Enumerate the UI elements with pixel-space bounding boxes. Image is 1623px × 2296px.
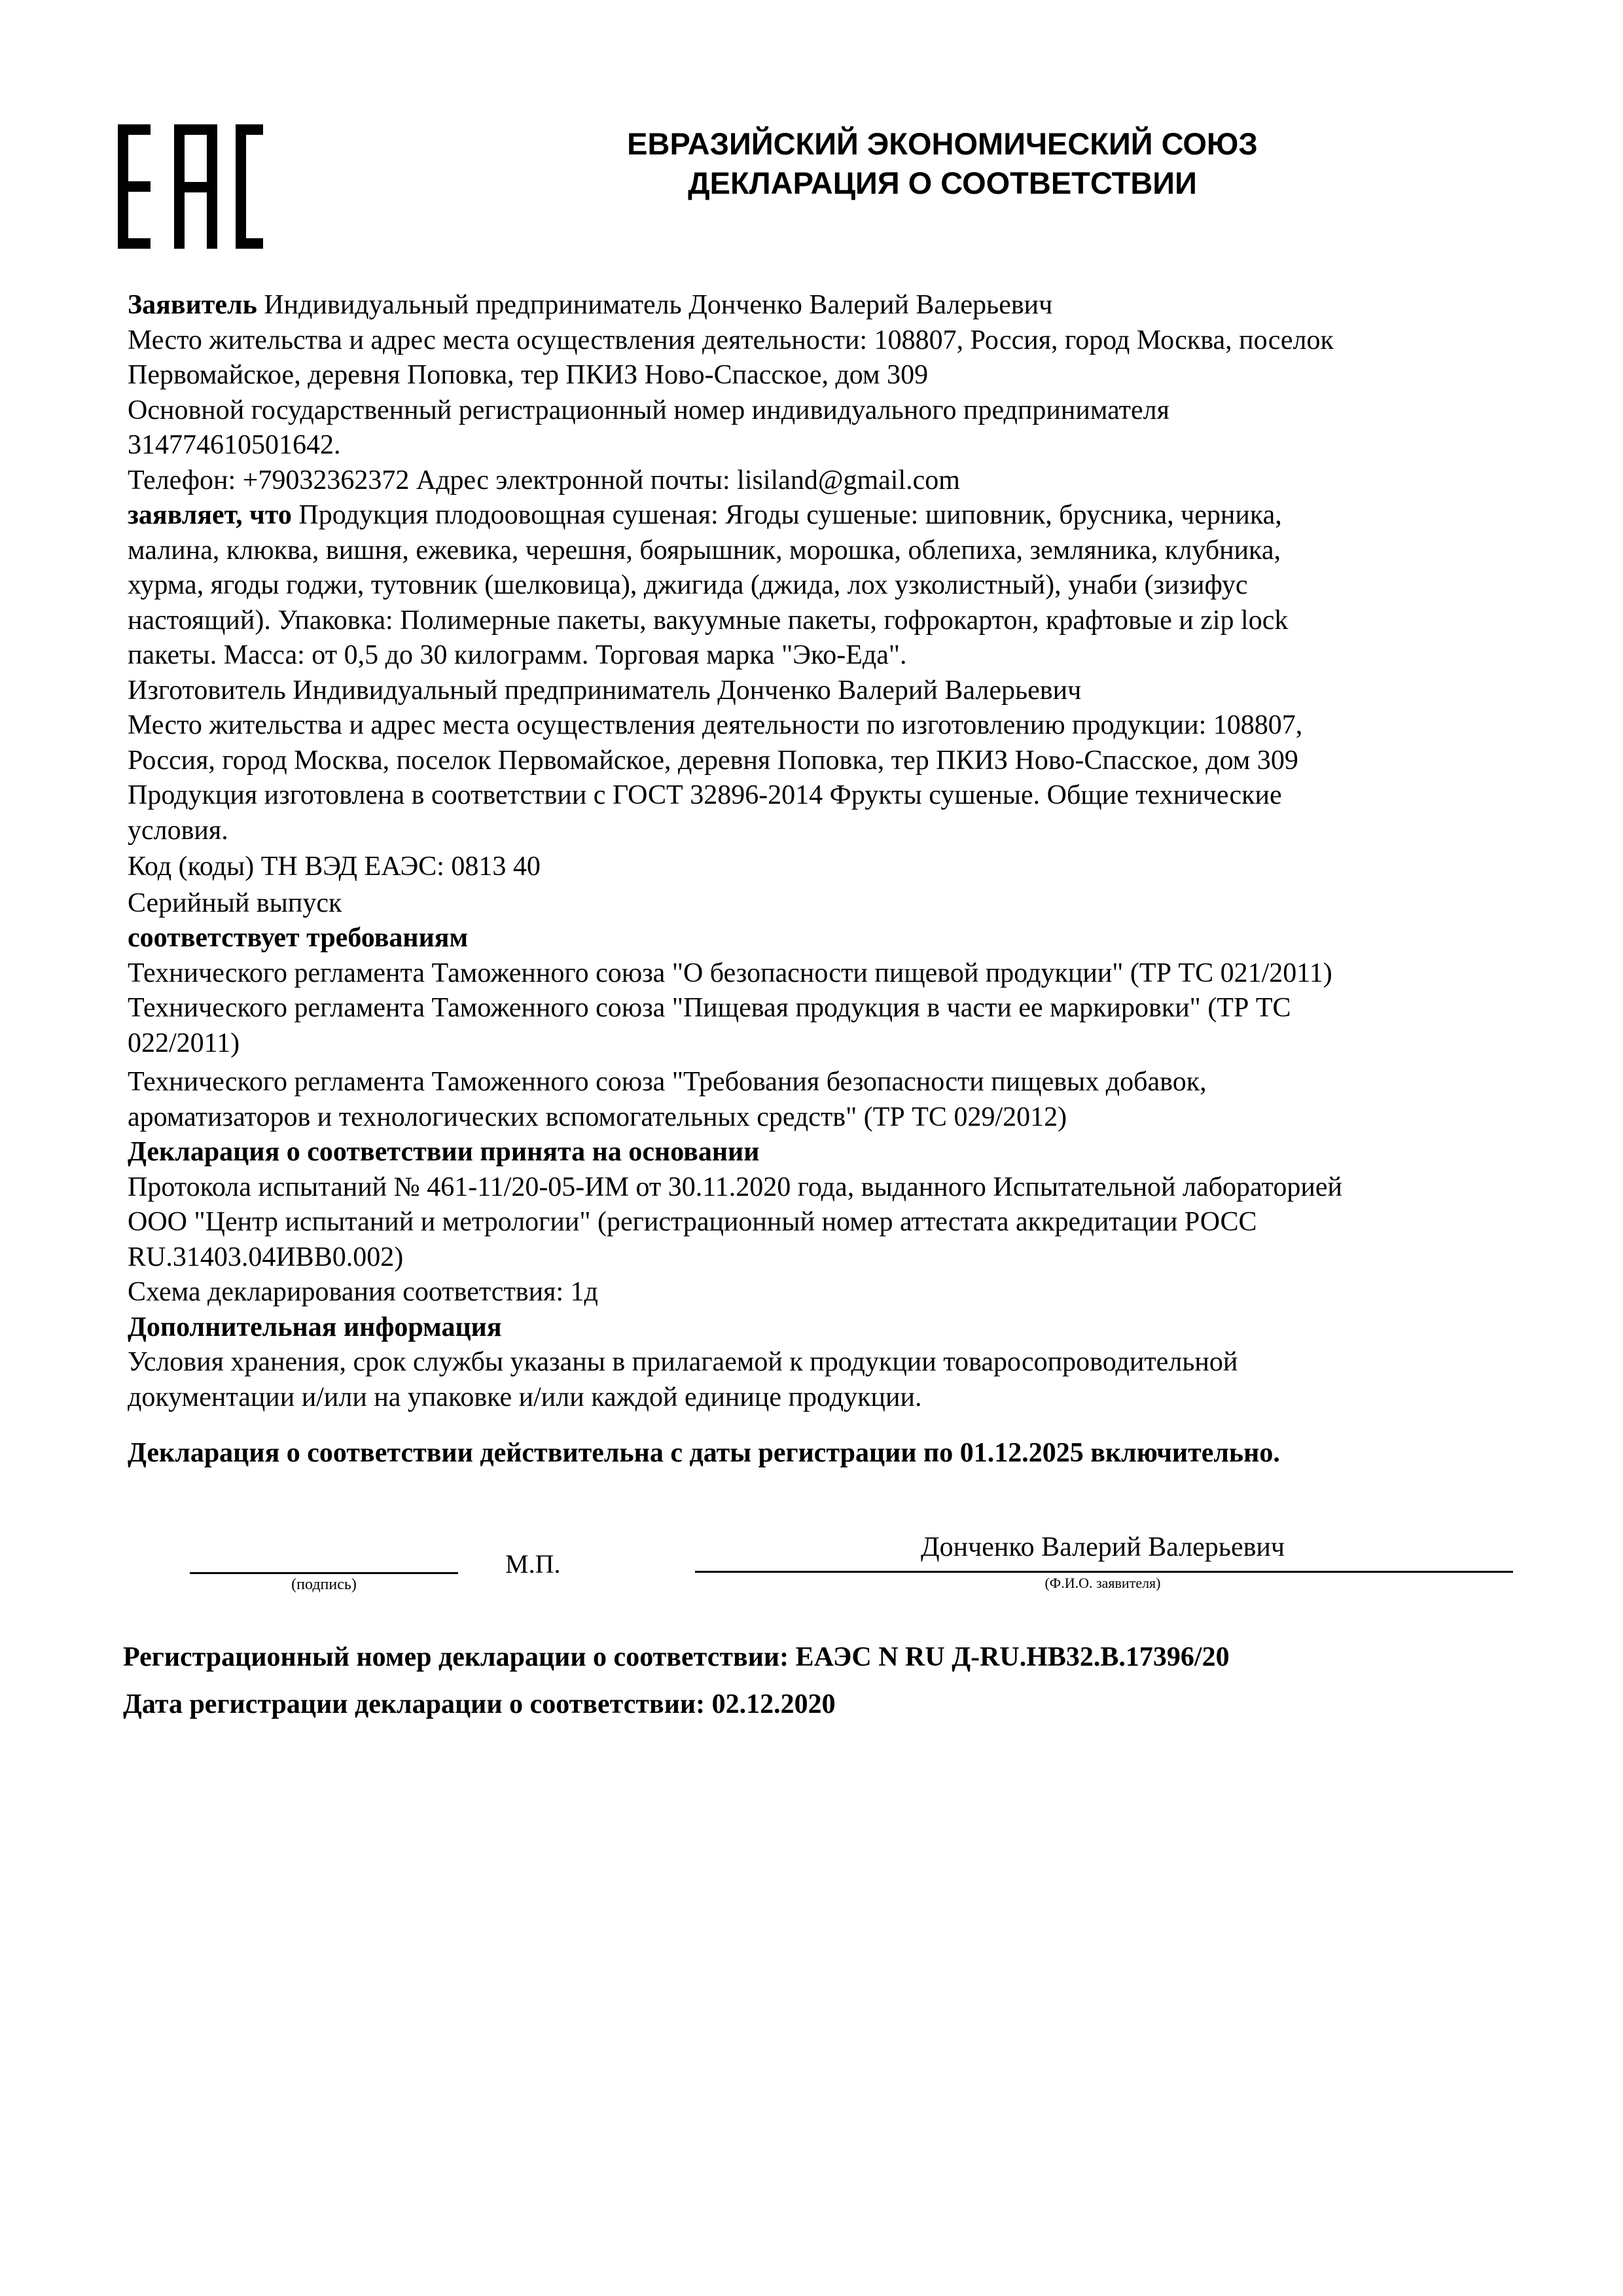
registration-number: Регистрационный номер декларации о соответствии: ЕАЭС N RU Д-RU.НВ32.В.17396/20 xyxy=(123,1642,1230,1672)
applicant-address-l2: Первомайское, деревня Поповка, тер ПКИЗ Ново-Спасское, дом 309 xyxy=(128,360,929,390)
requirement-2-l2: 022/2011) xyxy=(128,1028,240,1058)
manufacturer-address-l2: Россия, город Москва, поселок Первомайское, деревня Поповка, тер ПКИЗ Ново-Спасское, дом 309 xyxy=(128,745,1298,776)
declares-l3: хурма, ягоды годжи, тутовник (шелковица), джигида (джида, лох узколистный), унаби (зизифус xyxy=(128,570,1248,600)
manufacturer-standard-l2: условия. xyxy=(128,815,228,846)
additional-l2: документации и/или на упаковке и/или каждой единице продукции. xyxy=(128,1382,922,1412)
declares-line xyxy=(128,498,1522,533)
requirements-heading: соответствует требованиям xyxy=(128,923,469,953)
declares-l5: пакеты. Масса: от 0,5 до 30 килограмм. Торговая марка "Эко-Еда". xyxy=(128,640,907,670)
basis-heading: Декларация о соответствии принята на основании xyxy=(128,1137,760,1167)
additional-l1: Условия хранения, срок службы указаны в прилагаемой к продукции товаросопроводительной xyxy=(128,1347,1238,1377)
declaration-scheme: Схема декларирования соответствия: 1д xyxy=(128,1277,598,1307)
applicant-full-name: Донченко Валерий Валерьевич xyxy=(920,1532,1285,1562)
basis-l1: Протокола испытаний № 461-11/20-05-ИМ от 30.11.2020 года, выданного Испытательной лабораторией xyxy=(128,1172,1342,1202)
applicant-label: Заявитель xyxy=(128,290,257,320)
requirement-2-l1: Технического регламента Таможенного союза "Пищевая продукция в части ее маркировки" (ТР ТС xyxy=(128,993,1291,1023)
requirement-3-l2: ароматизаторов и технологических вспомогательных средств" (ТР ТС 029/2012) xyxy=(128,1102,1067,1132)
registration-date: Дата регистрации декларации о соответствии: 02.12.2020 xyxy=(123,1689,836,1719)
declares-l2: малина, клюква, вишня, ежевика, черешня, боярышник, морошка, облепиха, земляника, клубника, xyxy=(128,535,1281,565)
applicant-ogrn-l2: 314774610501642. xyxy=(128,430,341,460)
declares-label: заявляет, что xyxy=(128,500,292,530)
declares-l4: настоящий). Упаковка: Полимерные пакеты, вакуумные пакеты, гофрокартон, крафтовые и zip lock xyxy=(128,605,1289,636)
declaration-body xyxy=(128,288,1522,1471)
manufacturer-name: Изготовитель Индивидуальный предприниматель Донченко Валерий Валерьевич xyxy=(128,675,1082,706)
eac-mark-icon xyxy=(118,124,263,249)
manufacturer-address-l1: Место жительства и адрес места осуществления деятельности по изготовлению продукции: 108807, xyxy=(128,710,1303,740)
stamp-placeholder: М.П. xyxy=(505,1549,561,1579)
applicant-address-l1: Место жительства и адрес места осуществления деятельности: 108807, Россия, город Москва, поселок xyxy=(128,325,1334,355)
applicant-ogrn-l1: Основной государственный регистрационный номер индивидуального предпринимателя xyxy=(128,395,1169,425)
name-line xyxy=(695,1571,1513,1573)
additional-heading: Дополнительная информация xyxy=(128,1312,502,1342)
hs-code: Код (коды) ТН ВЭД ЕАЭС: 0813 40 xyxy=(128,852,541,882)
union-title: ЕВРАЗИЙСКИЙ ЭКОНОМИЧЕСКИЙ СОЮЗ xyxy=(627,126,1258,161)
applicant-contacts: Телефон: +79032362372 Адрес электронной почты: lisiland@gmail.com xyxy=(128,465,960,495)
requirement-3-l1: Технического регламента Таможенного союза "Требования безопасности пищевых добавок, xyxy=(128,1067,1207,1097)
applicant-name: Индивидуальный предприниматель Донченко Валерий Валерьевич xyxy=(257,290,1053,320)
release-type: Серийный выпуск xyxy=(128,888,342,918)
requirement-1: Технического регламента Таможенного союза "О безопасности пищевой продукции" (ТР ТС 021/2011) xyxy=(128,958,1332,988)
validity-statement: Декларация о соответствии действительна с даты регистрации по 01.12.2025 включительно. xyxy=(128,1438,1280,1468)
signature-caption: (подпись) xyxy=(291,1576,357,1593)
basis-l2: ООО "Центр испытаний и метрологии" (регистрационный номер аттестата аккредитации РОСС xyxy=(128,1207,1257,1237)
signature-line xyxy=(190,1572,458,1574)
name-caption: (Ф.И.О. заявителя) xyxy=(1044,1575,1161,1591)
document-header xyxy=(497,124,1387,203)
applicant-line xyxy=(128,288,1522,323)
declaration-title: ДЕКЛАРАЦИЯ О СООТВЕТСТВИИ xyxy=(688,166,1197,200)
manufacturer-standard-l1: Продукция изготовлена в соответствии с ГОСТ 32896-2014 Фрукты сушеные. Общие технические xyxy=(128,780,1282,810)
basis-l3: RU.31403.04ИВВ0.002) xyxy=(128,1242,404,1272)
declares-l1: Продукция плодоовощная сушеная: Ягоды сушеные: шиповник, брусника, черника, xyxy=(291,500,1282,530)
